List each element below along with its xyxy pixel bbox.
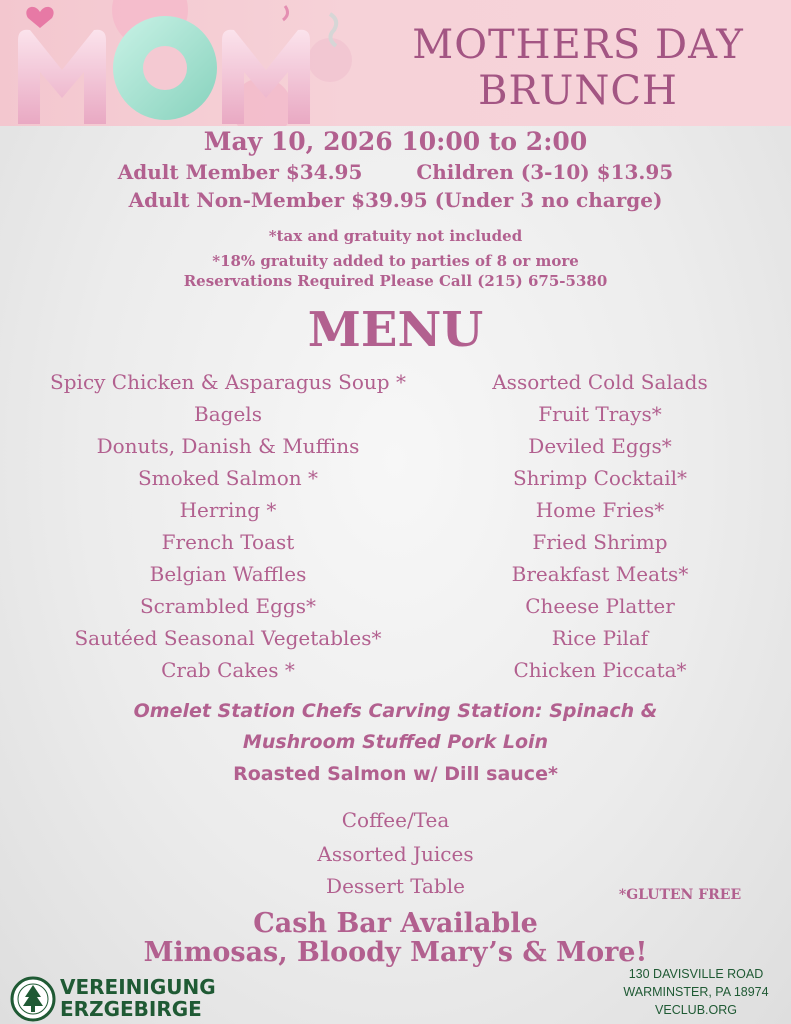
menu-item-right: Shrimp Cocktail* [512, 466, 688, 490]
address-city: WARMINSTER, PA 18974 [623, 985, 769, 999]
menu-item-right: Rice Pilaf [551, 626, 649, 650]
menu-item-left: Spicy Chicken & Asparagus Soup * [50, 370, 406, 394]
website-link[interactable]: VECLUB.ORG [655, 1003, 737, 1017]
adult-non-member-price: Adult Non-Member $39.95 [128, 188, 428, 212]
children-price: Children (3-10) $13.95 [416, 160, 674, 184]
page-title [378, 22, 778, 114]
tax-note: *tax and gratuity not included [268, 227, 523, 245]
adult-member-price: Adult Member $34.95 [117, 160, 363, 184]
carving-station-line-1: Omelet Station Chefs Carving Station: Spinach & [133, 700, 658, 722]
club-emblem-icon [10, 976, 56, 1022]
list-item: Coffee/Tea [341, 808, 450, 832]
address-street: 130 DAVISVILLE ROAD [628, 967, 764, 981]
mom-balloon-art [0, 0, 360, 126]
cash-bar-heading: Cash Bar Available [253, 908, 538, 939]
club-name-line-1: VEREINIGUNG [60, 975, 216, 999]
menu-item-left: Scrambled Eggs* [139, 594, 316, 618]
menu-heading: MENU [307, 302, 484, 358]
gratuity-note: *18% gratuity added to parties of 8 or more [212, 252, 579, 270]
menu-item-left: Donuts, Danish & Muffins [96, 434, 360, 458]
menu-item-right: Deviled Eggs* [528, 434, 672, 458]
club-name [60, 976, 216, 1020]
roasted-salmon: Roasted Salmon w/ Dill sauce* [233, 763, 558, 785]
menu-item-right: Fried Shrimp [532, 530, 668, 554]
club-name-line-2: ERZGEBIRGE [60, 997, 202, 1021]
reservations-note: Reservations Required Please Call (215) 675-5380 [183, 272, 608, 290]
price-row-2 [0, 188, 791, 212]
carving-station-line-2: Mushroom Stuffed Pork Loin [242, 731, 549, 753]
club-logo [10, 974, 250, 1024]
under-three-note: (Under 3 no charge) [434, 188, 663, 212]
price-row-1 [0, 160, 791, 184]
menu-item-right: Chicken Piccata* [513, 658, 687, 682]
menu-item-left: Crab Cakes * [161, 658, 295, 682]
title-line-2: BRUNCH [478, 68, 678, 114]
list-item: Dessert Table [326, 874, 465, 898]
header-banner [0, 0, 791, 126]
menu-column-right [410, 366, 790, 686]
menu-item-left: Belgian Waffles [149, 562, 307, 586]
menu-item-right: Breakfast Meats* [511, 562, 689, 586]
menu-item-right: Home Fries* [535, 498, 665, 522]
menu-item-left: Sautéed Seasonal Vegetables* [74, 626, 382, 650]
list-item: Assorted Juices [317, 842, 474, 866]
cocktails-line: Mimosas, Bloody Mary’s & More! [143, 937, 648, 968]
menu-item-left: Smoked Salmon * [137, 466, 319, 490]
menu-item-left: Bagels [194, 402, 262, 426]
gluten-free-note: *GLUTEN FREE [618, 887, 742, 903]
title-line-1: MOTHERS DAY [412, 22, 744, 68]
menu-item-right: Assorted Cold Salads [492, 370, 708, 394]
menu-item-right: Cheese Platter [525, 594, 675, 618]
menu-column-left [38, 366, 418, 686]
menu-item-right: Fruit Trays* [538, 402, 662, 426]
menu-item-left: Herring * [179, 498, 277, 522]
event-date-time: May 10, 2026 10:00 to 2:00 [203, 127, 588, 156]
menu-item-left: French Toast [161, 530, 295, 554]
club-address [606, 965, 786, 1019]
